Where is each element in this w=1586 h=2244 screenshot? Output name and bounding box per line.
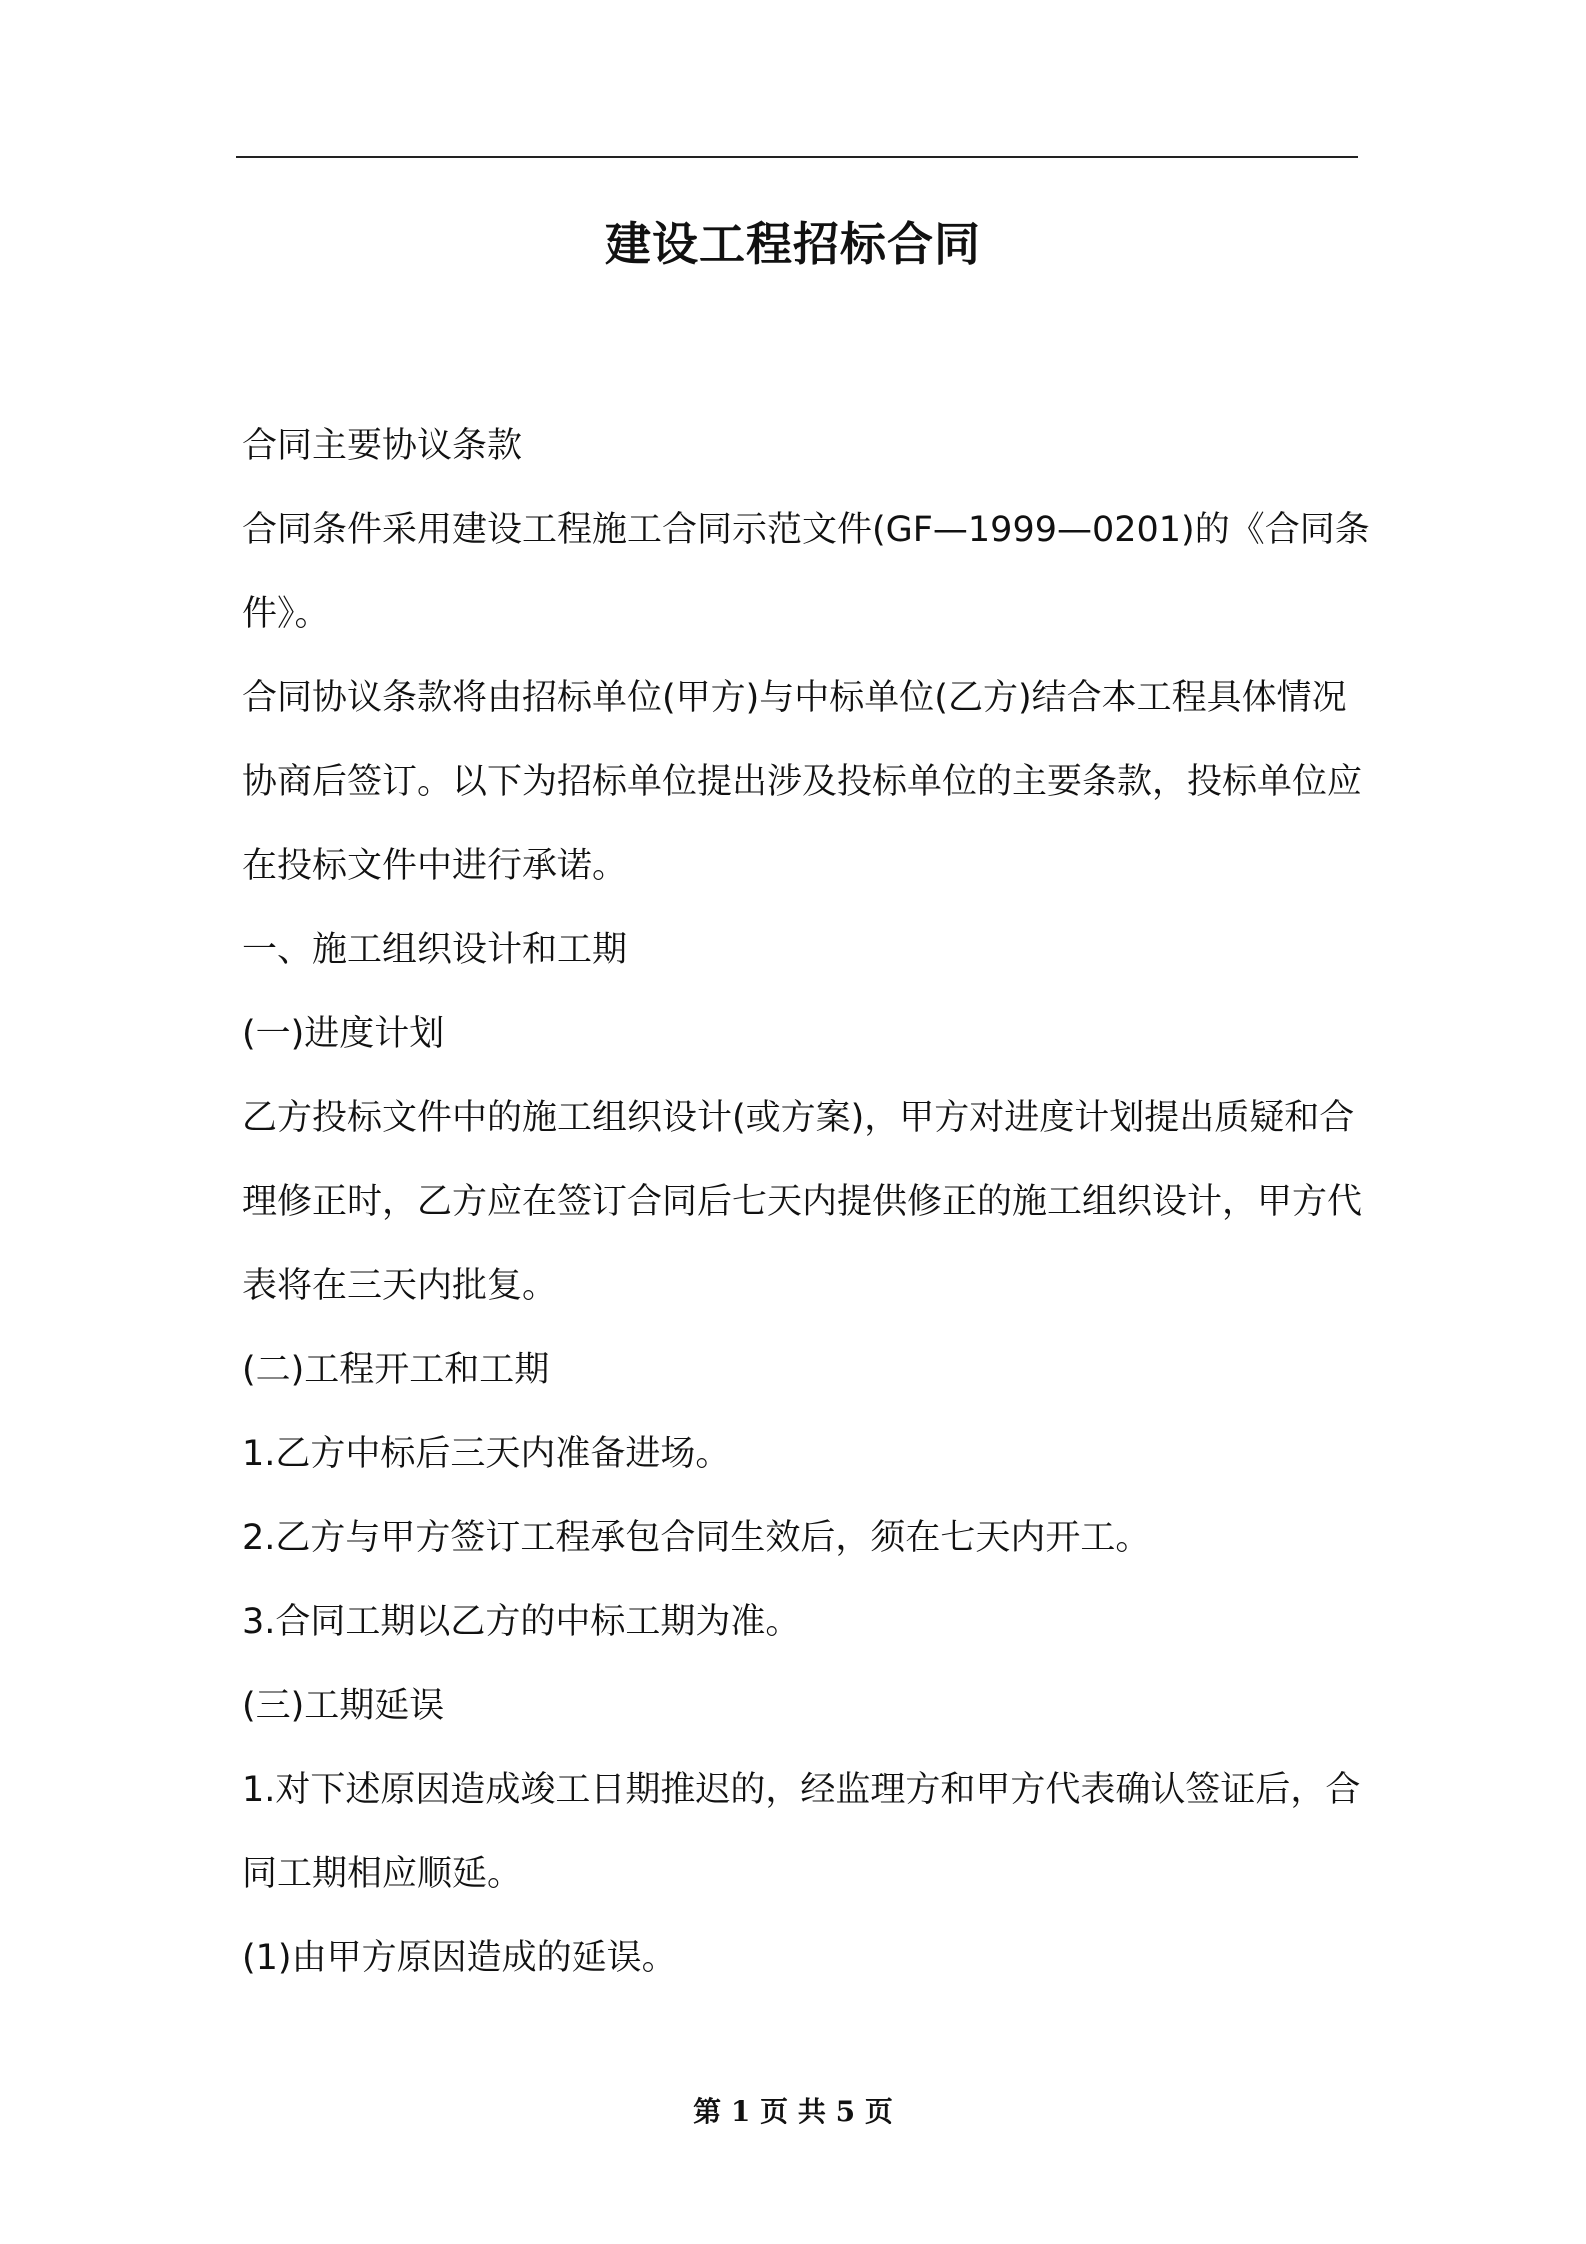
list-item: 2.乙方与甲方签订工程承包合同生效后，须在七天内开工。 <box>242 1518 1151 1558</box>
document-body <box>242 404 1372 2000</box>
paragraph: 合同主要协议条款 <box>242 426 523 466</box>
list-item: 3.合同工期以乙方的中标工期为准。 <box>242 1602 801 1642</box>
page-footer <box>0 2092 1586 2132</box>
document-title: 建设工程招标合同 <box>605 217 981 271</box>
section-heading: 一、施工组织设计和工期 <box>242 930 628 970</box>
header-rule <box>236 156 1358 158</box>
paragraph: 合同条件采用建设工程施工合同示范文件(GF—1999—0201)的《合同条件》。 <box>242 510 1370 634</box>
list-item: 1.对下述原因造成竣工日期推迟的，经监理方和甲方代表确认签证后，合同工期相应顺延。 <box>242 1770 1361 1894</box>
list-item: (1)由甲方原因造成的延误。 <box>242 1938 677 1978</box>
paragraph: 乙方投标文件中的施工组织设计(或方案)，甲方对进度计划提出质疑和合理修正时，乙方应在签订合同后七天内提供修正的施工组织设计，甲方代表将在三天内批复。 <box>242 1098 1363 1306</box>
subsection-heading: (一)进度计划 <box>242 1014 445 1054</box>
subsection-heading: (二)工程开工和工期 <box>242 1350 550 1390</box>
list-item: 1.乙方中标后三天内准备进场。 <box>242 1434 731 1474</box>
subsection-heading: (三)工期延误 <box>242 1686 445 1726</box>
paragraph: 合同协议条款将由招标单位(甲方)与中标单位(乙方)结合本工程具体情况协商后签订。以下为招标单位提出涉及投标单位的主要条款，投标单位应在投标文件中进行承诺。 <box>242 678 1363 886</box>
page-number: 第 1 页 共 5 页 <box>693 2095 893 2128</box>
